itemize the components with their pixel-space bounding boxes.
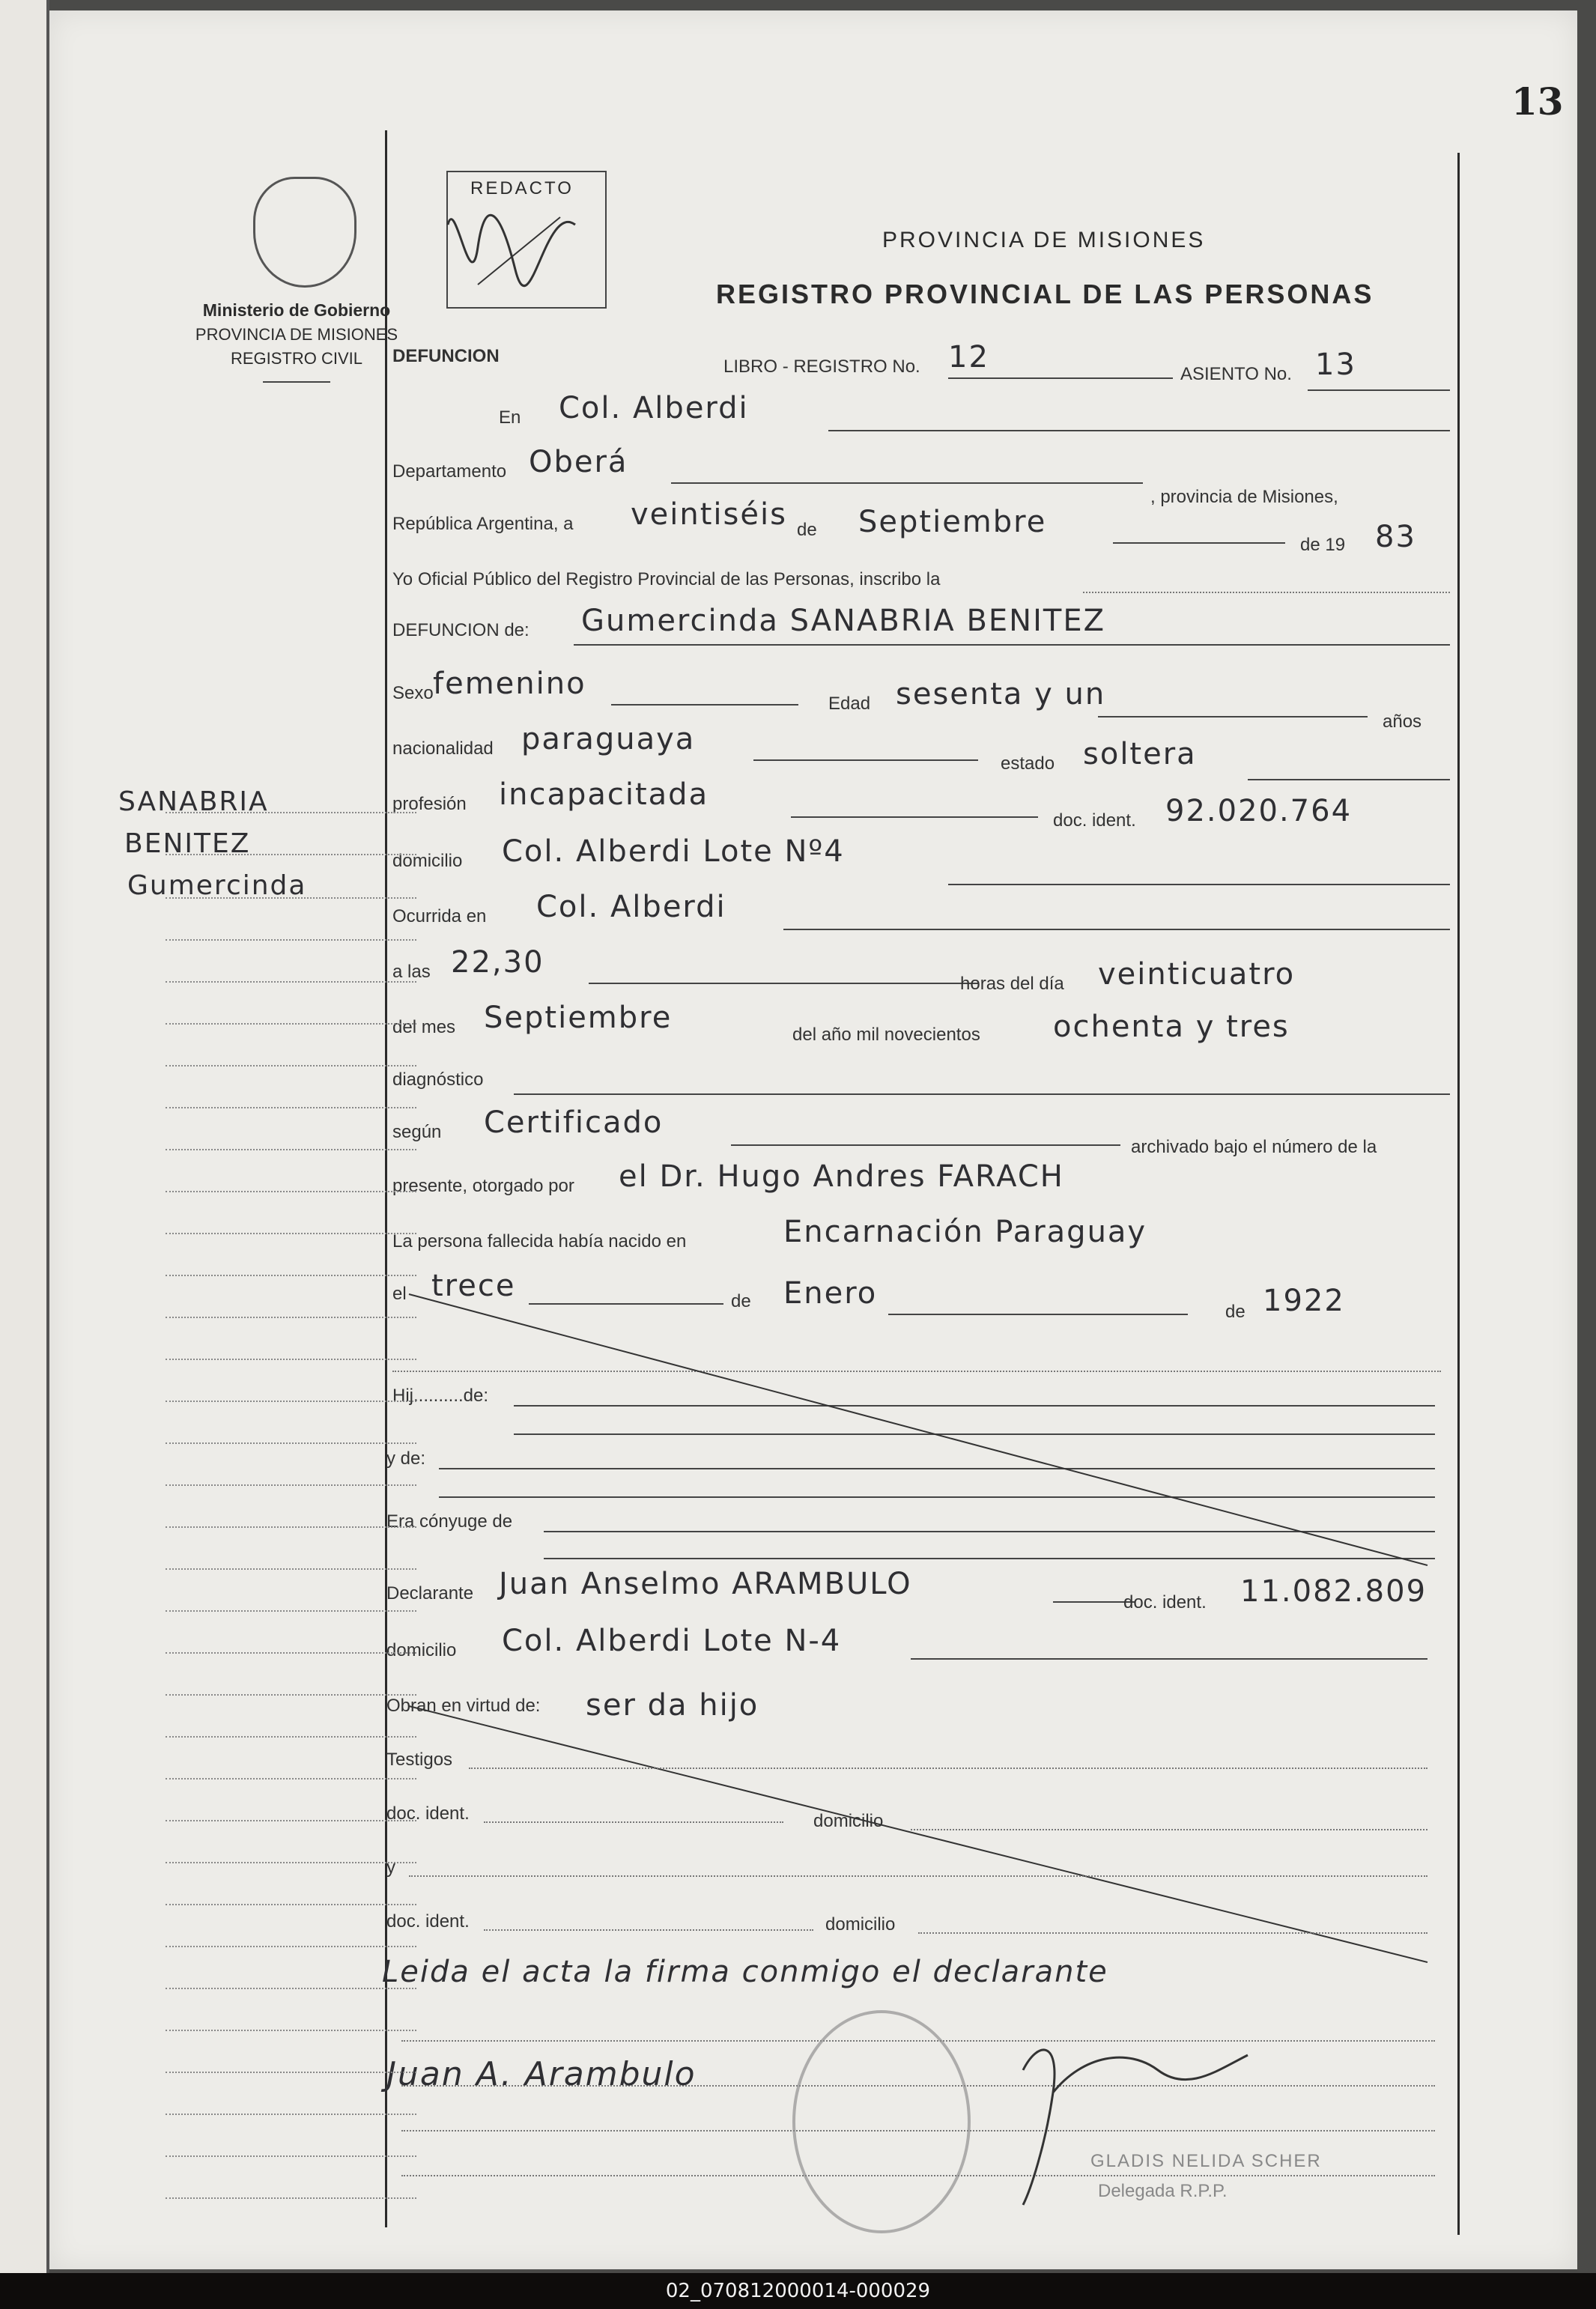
- ocurrida-label: Ocurrida en: [392, 906, 487, 926]
- domicilio-value: Col. Alberdi Lote Nº4: [502, 834, 845, 869]
- oficial-statement: Yo Oficial Público del Registro Provincial de las Personas, inscribo la: [392, 569, 941, 589]
- declarante-label: Declarante: [386, 1583, 474, 1603]
- edad-value: sesenta y un: [896, 677, 1106, 711]
- registry-heading: REGISTRO PROVINCIAL DE LAS PERSONAS: [716, 279, 1374, 309]
- segun-label: según: [392, 1122, 442, 1142]
- republica-label: República Argentina, a: [392, 514, 574, 534]
- libro-value: 12: [948, 340, 989, 374]
- margin-firstname: Gumercinda: [127, 870, 307, 901]
- edad-label: Edad: [828, 694, 871, 714]
- page-number: 13: [1511, 79, 1564, 124]
- registry-seal-icon: [792, 2010, 971, 2233]
- cancel-strike-lines: [49, 10, 1577, 2269]
- domicilio-label: domicilio: [392, 851, 463, 871]
- nac-dia-value: trece: [431, 1269, 516, 1303]
- de3-label: de: [1225, 1302, 1245, 1322]
- form-type: DEFUNCION: [392, 346, 500, 366]
- archivado-label: archivado bajo el número de la: [1131, 1137, 1377, 1157]
- anos-label: años: [1383, 711, 1422, 732]
- departamento-value: Oberá: [529, 445, 628, 479]
- presente-label: presente, otorgado por: [392, 1176, 574, 1196]
- de2-label: de: [731, 1291, 751, 1311]
- profesion-label: profesión: [392, 794, 467, 814]
- obran-label: Obran en virtud de:: [386, 1696, 541, 1716]
- margin-surname1: SANABRIA: [118, 786, 269, 817]
- ministry-title: Ministerio de Gobierno: [202, 300, 391, 320]
- ano-fallecimiento-value: ochenta y tres: [1053, 1010, 1290, 1044]
- mes-value: Septiembre: [858, 505, 1047, 539]
- year-label: de 19: [1300, 535, 1346, 555]
- province-heading: PROVINCIA DE MISIONES: [882, 228, 1206, 252]
- facing-page-edge: [0, 0, 49, 2273]
- doc-ident-label: doc. ident.: [1053, 810, 1136, 831]
- nac-ano-value: 1922: [1263, 1284, 1345, 1318]
- hij-de-label: Hij..........de:: [392, 1386, 489, 1406]
- en-label: En: [499, 407, 521, 428]
- segun-value: Certificado: [484, 1105, 664, 1140]
- redacto-label: REDACTO: [470, 178, 574, 198]
- de-label: de: [797, 520, 817, 540]
- defuncion-de-label: DEFUNCION de:: [392, 620, 530, 640]
- closing-note: Leida el acta la firma conmigo el declarante: [382, 1955, 1108, 1989]
- nacionalidad-label: nacionalidad: [392, 738, 494, 759]
- doc-ident4-label: doc. ident.: [386, 1911, 470, 1932]
- asiento-label: ASIENTO No.: [1180, 364, 1292, 384]
- obran-value: ser da hijo: [586, 1688, 759, 1723]
- estado-value: soltera: [1083, 737, 1197, 771]
- doc-ident3-label: doc. ident.: [386, 1803, 470, 1824]
- ministry-registry: REGISTRO CIVIL: [230, 349, 363, 368]
- departamento-label: Departamento: [392, 461, 507, 482]
- declarante-value: Juan Anselmo ARAMBULO: [499, 1567, 912, 1601]
- nac-mes-value: Enero: [783, 1276, 878, 1311]
- nacido-en-label: La persona fallecida había nacido en: [392, 1231, 687, 1251]
- libro-label: LIBRO - REGISTRO No.: [723, 356, 920, 377]
- doc-ident2-label: doc. ident.: [1123, 1592, 1207, 1612]
- nacido-en-value: Encarnación Paraguay: [783, 1215, 1147, 1249]
- del-ano-label: del año mil novecientos: [792, 1025, 980, 1045]
- provincia-label: , provincia de Misiones,: [1150, 487, 1338, 507]
- official-name: GLADIS NELIDA SCHER: [1090, 2151, 1322, 2171]
- el-label: el: [392, 1284, 407, 1304]
- image-caption: 02_070812000014-000029: [0, 2273, 1596, 2309]
- dia-fallecimiento-value: veinticuatro: [1098, 957, 1296, 992]
- asiento-value: 13: [1315, 348, 1356, 382]
- conyuge-label: Era cónyuge de: [386, 1511, 513, 1532]
- domicilio3-label: domicilio: [813, 1811, 884, 1831]
- sexo-label: Sexo: [392, 683, 434, 703]
- a-las-label: a las: [392, 962, 431, 982]
- dia-value: veintiséis: [631, 497, 787, 532]
- sexo-value: femenino: [433, 667, 586, 701]
- ocurrida-value: Col. Alberdi: [536, 890, 726, 924]
- profesion-value: incapacitada: [499, 777, 709, 812]
- testigos-label: Testigos: [386, 1750, 453, 1770]
- domicilio2-label: domicilio: [386, 1640, 457, 1660]
- estado-label: estado: [1001, 753, 1055, 774]
- margin-surname2: BENITEZ: [124, 828, 251, 859]
- diagnostico-label: diagnóstico: [392, 1069, 484, 1090]
- del-mes-label: del mes: [392, 1017, 456, 1037]
- nacionalidad-value: paraguaya: [521, 722, 696, 756]
- declarante-doc-value: 11.082.809: [1240, 1574, 1427, 1609]
- document-page: [49, 10, 1577, 2269]
- y-de-label: y de:: [386, 1448, 426, 1469]
- official-title: Delegada R.P.P.: [1098, 2181, 1228, 2201]
- domicilio4-label: domicilio: [825, 1914, 896, 1935]
- mes-fallecimiento-value: Septiembre: [484, 1001, 673, 1035]
- otorgado-value: el Dr. Hugo Andres FARACH: [619, 1159, 1064, 1194]
- doc-ident-value: 92.020.764: [1165, 794, 1353, 828]
- declarante-signature: Juan A. Arambulo: [386, 2055, 697, 2093]
- nombre-value: Gumercinda SANABRIA BENITEZ: [581, 604, 1105, 638]
- hora-value: 22,30: [451, 945, 544, 980]
- ministry-province: PROVINCIA DE MISIONES: [195, 325, 398, 344]
- year-value: 83: [1375, 520, 1416, 554]
- y-label: y: [386, 1857, 395, 1878]
- declarante-domicilio-value: Col. Alberdi Lote N-4: [502, 1624, 842, 1658]
- lugar-value: Col. Alberdi: [559, 391, 749, 425]
- horas-dia-label: horas del día: [960, 974, 1064, 994]
